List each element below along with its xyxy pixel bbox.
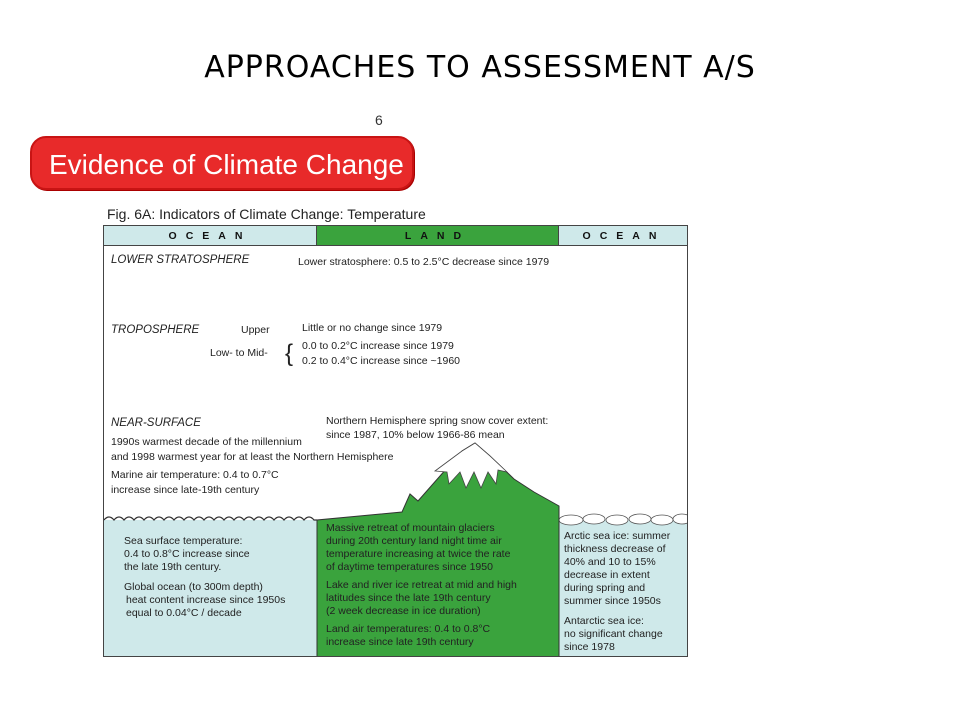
near-surface-label: NEAR-SURFACE [111, 417, 201, 429]
glaciers-text-3: temperature increasing at twice the rate [326, 548, 511, 560]
stratosphere-label: LOWER STRATOSPHERE [111, 254, 250, 266]
glaciers-text-1: Massive retreat of mountain glaciers [326, 522, 495, 534]
header-ocean-right: OCEAN [559, 226, 688, 246]
near-surface-marine-2: increase since late-19th century [111, 484, 260, 496]
troposphere-lowmid-label: Low- to Mid- [210, 347, 268, 359]
snow-cover-text-1: Northern Hemisphere spring snow cover extent: [326, 415, 549, 427]
header-ocean-left: OCEAN [104, 226, 317, 246]
troposphere-brace: { [285, 340, 294, 367]
arctic-ice-text-1: Arctic sea ice: summer [564, 530, 671, 542]
troposphere-upper-label: Upper [241, 324, 270, 336]
ocean-heat-text-1: Global ocean (to 300m depth) [124, 581, 263, 593]
sst-text-1: Sea surface temperature: [124, 535, 243, 547]
glaciers-text-2: during 20th century land night time air [326, 535, 502, 547]
climate-indicators-figure [103, 225, 688, 657]
snow-cover-text-2: since 1987, 10% below 1966-86 mean [326, 429, 505, 441]
antarctic-ice-text-2: no significant change [564, 628, 663, 640]
stratosphere-text: Lower stratosphere: 0.5 to 2.5°C decrease since 1979 [298, 256, 550, 268]
ocean-heat-text-2: heat content increase since 1950s [126, 594, 286, 606]
arctic-ice-text-5: during spring and [564, 582, 646, 594]
glaciers-text-4: of daytime temperatures since 1950 [326, 561, 493, 573]
ocean-wave-line [104, 517, 317, 520]
troposphere-lowmid-text-2: 0.2 to 0.4°C increase since ~1960 [302, 355, 461, 367]
land-air-text-1: Land air temperatures: 0.4 to 0.8°C [326, 623, 491, 635]
header-land: LAND [317, 226, 559, 246]
antarctic-ice-text-1: Antarctic sea ice: [564, 615, 644, 627]
troposphere-label: TROPOSPHERE [111, 324, 200, 336]
arctic-ice-text-6: summer since 1950s [564, 595, 661, 607]
page-number: 6 [375, 112, 383, 128]
troposphere-upper-text: Little or no change since 1979 [302, 322, 443, 334]
ocean-heat-text-3: equal to 0.04°C / decade [126, 607, 242, 619]
arctic-ice-text-4: decrease in extent [564, 569, 650, 581]
arctic-ice-text-2: thickness decrease of [564, 543, 666, 555]
near-surface-marine-1: Marine air temperature: 0.4 to 0.7°C [111, 469, 279, 481]
lake-ice-text-2: latitudes since the late 19th century [326, 592, 491, 604]
arctic-ice-text-3: 40% and 10 to 15% [564, 556, 656, 568]
section-banner: Evidence of Climate Change [30, 136, 414, 190]
troposphere-lowmid-text-1: 0.0 to 0.2°C increase since 1979 [302, 340, 454, 352]
lake-ice-text-1: Lake and river ice retreat at mid and high [326, 579, 517, 591]
sst-text-2: 0.4 to 0.8°C increase since [124, 548, 250, 560]
near-surface-warmest-2: and 1998 warmest year for at least the Northern Hemisphere [111, 451, 394, 463]
sst-text-3: the late 19th century. [124, 561, 222, 573]
sea-ice-floes [559, 514, 688, 525]
land-air-text-2: increase since late 19th century [326, 636, 474, 648]
slide-title: APPROACHES TO ASSESSMENT A/S [204, 50, 756, 85]
lake-ice-text-3: (2 week decrease in ice duration) [326, 605, 481, 617]
figure-caption: Fig. 6A: Indicators of Climate Change: Temperature [107, 206, 426, 222]
near-surface-warmest-1: 1990s warmest decade of the millennium [111, 436, 302, 448]
antarctic-ice-text-3: since 1978 [564, 641, 615, 653]
